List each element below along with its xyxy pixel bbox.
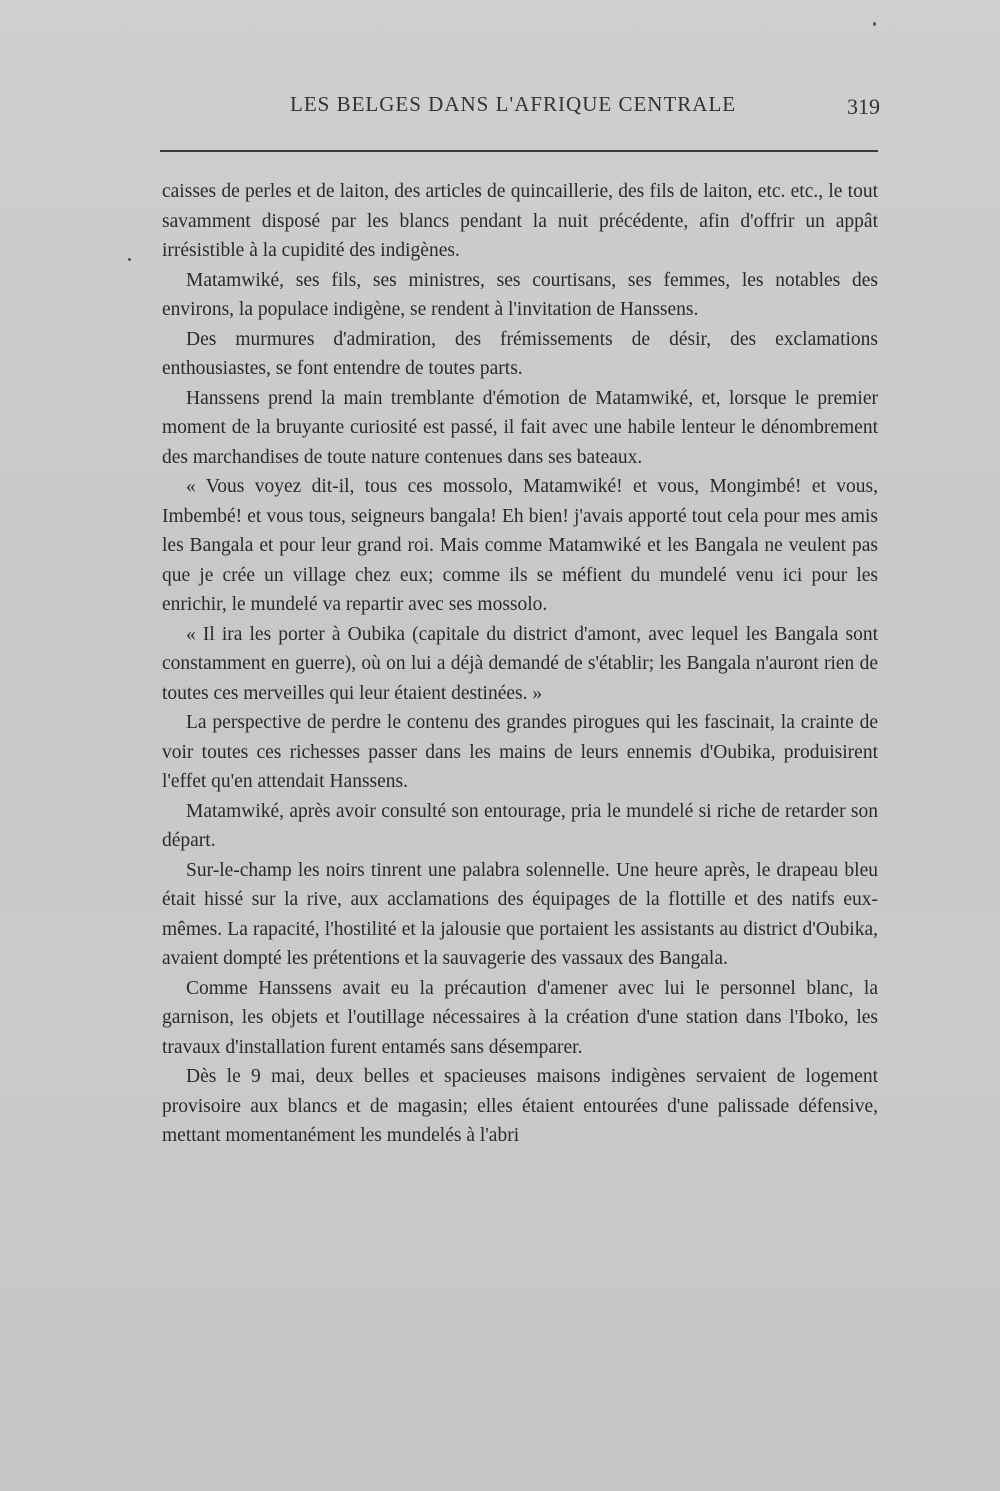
body-text xyxy=(162,177,878,1151)
paragraph: Sur-le-champ les noirs tinrent une palabra solennelle. Une heure après, le drapeau bleu était hissé sur la rive, aux acclamations des équipages de la flottille et des natifs eux-mêmes. La rapacité, l'hostilité et la jalousie que portaient les assistants au district d'Oubika, avaient dompté les prétentions et la sauvagerie des vassaux des Bangala. xyxy=(162,859,878,969)
paragraph: Matamwiké, après avoir consulté son entourage, pria le mundelé si riche de retarder son départ. xyxy=(162,800,878,851)
paragraph: caisses de perles et de laiton, des articles de quincaillerie, des fils de laiton, etc. etc., le tout savamment disposé par les blancs pendant la nuit précédente, afin d'offrir un appât irrésistible à la cupidité des indigènes. xyxy=(162,181,878,261)
paragraph: Dès le 9 mai, deux belles et spacieuses maisons indigènes servaient de logement provisoire aux blancs et de magasin; elles étaient entourées d'une palissade défensive, mettant momentanément les mundelés à l'abri xyxy=(162,1066,878,1146)
paper-speck xyxy=(873,22,876,26)
paragraph: Matamwiké, ses fils, ses ministres, ses courtisans, ses femmes, les notables des environs, la populace indigène, se rendent à l'invitation de Hanssens. xyxy=(162,269,878,320)
paragraph: « Il ira les porter à Oubika (capitale du district d'amont, avec lequel les Bangala sont constamment en guerre), où on lui a déjà demandé de s'établir; les Bangala n'auront rien de toutes ces merveilles qui leur étaient destinées. » xyxy=(162,623,878,704)
paragraph: Comme Hanssens avait eu la précaution d'amener avec lui le personnel blanc, la garnison, les objets et l'outillage nécessaires à la création d'une station dans l'Iboko, les travaux d'installation furent entamés sans désemparer. xyxy=(162,977,878,1058)
paragraph: « Vous voyez dit-il, tous ces mossolo, Matamwiké! et vous, Mongimbé! et vous, Imbembé! et vous tous, seigneurs bangala! Eh bien! j'avais apporté tout cela pour mes amis les Bangala et pour leur grand roi. Mais comme Matamwiké et les Bangala ne veulent pas que je crée un village chez eux; comme ils se méfient du mundelé venu ici pour les enrichir, le mundelé va repartir avec ses mossolo. xyxy=(162,476,878,615)
paragraph: Des murmures d'admiration, des frémissements de désir, des exclamations enthousiastes, se font entendre de toutes parts. xyxy=(162,328,878,379)
page-number: 319 xyxy=(847,94,880,119)
running-title: LES BELGES DANS L'AFRIQUE CENTRALE xyxy=(290,92,737,116)
paragraph: La perspective de perdre le contenu des grandes pirogues qui les fascinait, la crainte de voir toutes ces richesses passer dans les mains de leurs ennemis d'Oubika, produisirent l'effet qu'en attendait Hanssens. xyxy=(162,712,878,792)
running-head xyxy=(160,92,880,122)
header-rule xyxy=(160,150,878,152)
paper-speck xyxy=(128,258,131,261)
paragraph: Hanssens prend la main tremblante d'émotion de Matamwiké, et, lorsque le premier moment de la bruyante curiosité est passé, il fait avec une habile lenteur le dénombrement des marchandises de toute nature contenues dans ses bateaux. xyxy=(162,387,878,468)
